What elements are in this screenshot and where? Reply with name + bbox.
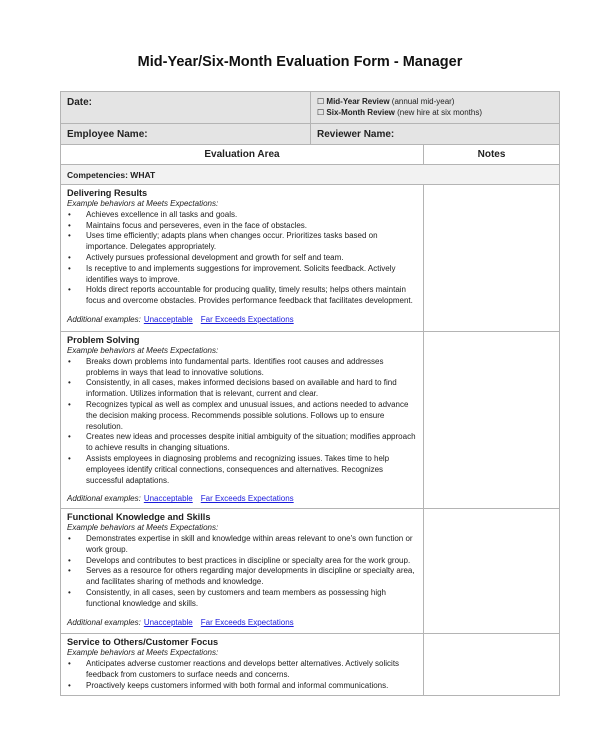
review-option-mid-year[interactable]: ☐ Mid-Year Review (annual mid-year) [317, 97, 455, 106]
section-row [61, 634, 560, 696]
behavior-item: • Maintains focus and perseveres, even in the face of obstacles. [67, 221, 417, 232]
section-content [61, 332, 424, 509]
evaluation-area-header: Evaluation Area [61, 145, 424, 165]
section-content [61, 634, 424, 696]
date-label: Date: [67, 97, 93, 108]
behavior-item: • Breaks down problems into fundamental parts. Identifies root causes and addresses problems in ways that lead to innovative solutions. [67, 357, 417, 379]
section-title: Service to Others/Customer Focus [67, 637, 219, 648]
employee-name-field[interactable] [61, 124, 311, 145]
form-title: Mid-Year/Six-Month Evaluation Form - Manager [137, 54, 463, 70]
section-title: Problem Solving [67, 335, 140, 345]
far-exceeds-expectations-link[interactable]: Far Exceeds Expectations [200, 617, 294, 627]
behavior-item: • Consistently, in all cases, seen by customers and team members as possessing high functional knowledge and skills. [67, 588, 417, 610]
behavior-item: • Anticipates adverse customer reactions and develops better alternatives. Actively solicits feedback from customers to surface needs and concerns. [67, 659, 417, 681]
additional-examples-label: Additional examples: [67, 617, 141, 627]
employee-name-label: Employee Name: [67, 128, 148, 140]
behavior-item: • Uses time efficiently; adapts plans when changes occur. Prioritizes tasks based on importance. Delegates appropriately. [67, 231, 417, 253]
far-exceeds-expectations-link[interactable]: Far Exceeds Expectations [200, 314, 294, 324]
behavior-item: • Serves as a resource for others regarding major developments in discipline or specialty area, and facilitates sharing of methods and knowledge. [67, 566, 417, 588]
notes-header: Notes [424, 145, 560, 165]
notes-cell[interactable] [424, 332, 560, 509]
section-title: Functional Knowledge and Skills [67, 512, 211, 523]
review-option-six-month[interactable]: ☐ Six-Month Review (new hire at six months) [317, 108, 483, 117]
section-intro: Example behaviors at Meets Expectations: [67, 648, 219, 658]
checkbox-icon[interactable]: ☐ [317, 108, 325, 117]
reviewer-name-field[interactable] [311, 124, 560, 145]
reviewer-name-label: Reviewer Name: [317, 128, 395, 140]
behavior-list [67, 659, 417, 691]
behavior-list [67, 210, 417, 307]
behavior-item: • Is receptive to and implements suggestions for improvement. Solicits feedback. Actively identifies ways to improve. [67, 264, 417, 286]
behavior-item: • Develops and contributes to best practices in discipline or specialty area for the work group. [67, 556, 417, 567]
section-intro: Example behaviors at Meets Expectations: [67, 523, 219, 533]
section-title: Delivering Results [67, 188, 148, 198]
competencies-heading: Competencies: WHAT [61, 165, 560, 185]
behavior-item: • Creates new ideas and processes despite initial ambiguity of the situation; modifies approach to achieve results in changing situations. [67, 432, 417, 454]
section-content [61, 185, 424, 332]
behavior-item: • Achieves excellence in all tasks and goals. [67, 210, 417, 221]
far-exceeds-expectations-link[interactable]: Far Exceeds Expectations [200, 494, 294, 504]
notes-cell[interactable] [424, 634, 560, 696]
section-row [61, 185, 560, 332]
behavior-item: • Proactively keeps customers informed with both formal and informal communications. [67, 681, 417, 692]
unacceptable-link[interactable]: Unacceptable [143, 617, 193, 627]
checkbox-icon[interactable]: ☐ [317, 97, 325, 106]
review-type-options [311, 92, 560, 124]
section-intro: Example behaviors at Meets Expectations: [67, 199, 219, 208]
additional-examples [67, 494, 417, 505]
behavior-item: • Recognizes typical as well as complex and unusual issues, and actions needed to advance the decision making process. Recommends possible solutions. Follows up to ensure resolution. [67, 400, 417, 432]
section-content [61, 509, 424, 634]
notes-cell[interactable] [424, 509, 560, 634]
additional-examples [67, 618, 417, 629]
behavior-item: • Actively pursues professional development and growth for self and team. [67, 253, 417, 264]
behavior-list [67, 357, 417, 487]
additional-examples-label: Additional examples: [67, 314, 141, 324]
notes-cell[interactable] [424, 185, 560, 332]
behavior-item: • Consistently, in all cases, makes informed decisions based on available and hard to find information. Utilizes information that is relevant, current and clear. [67, 378, 417, 400]
section-row [61, 332, 560, 509]
section-intro: Example behaviors at Meets Expectations: [67, 346, 219, 355]
unacceptable-link[interactable]: Unacceptable [143, 314, 193, 324]
behavior-item: • Holds direct reports accountable for producing quality, timely results; helps others maintain focus and overcome obstacles. Provides performance feedback that facilitates development. [67, 285, 417, 307]
additional-examples [67, 315, 417, 326]
behavior-item: • Assists employees in diagnosing problems and recognizing issues. Takes time to help employees identify critical connections, consequences and alternatives. Recognizes successful adaptations. [67, 454, 417, 486]
unacceptable-link[interactable]: Unacceptable [143, 494, 193, 504]
evaluation-form-table [60, 91, 560, 696]
behavior-list [67, 534, 417, 610]
behavior-item: • Demonstrates expertise in skill and knowledge within areas relevant to one's own function or work group. [67, 534, 417, 556]
date-field[interactable] [61, 92, 311, 124]
additional-examples-label: Additional examples: [67, 494, 141, 504]
section-row [61, 509, 560, 634]
